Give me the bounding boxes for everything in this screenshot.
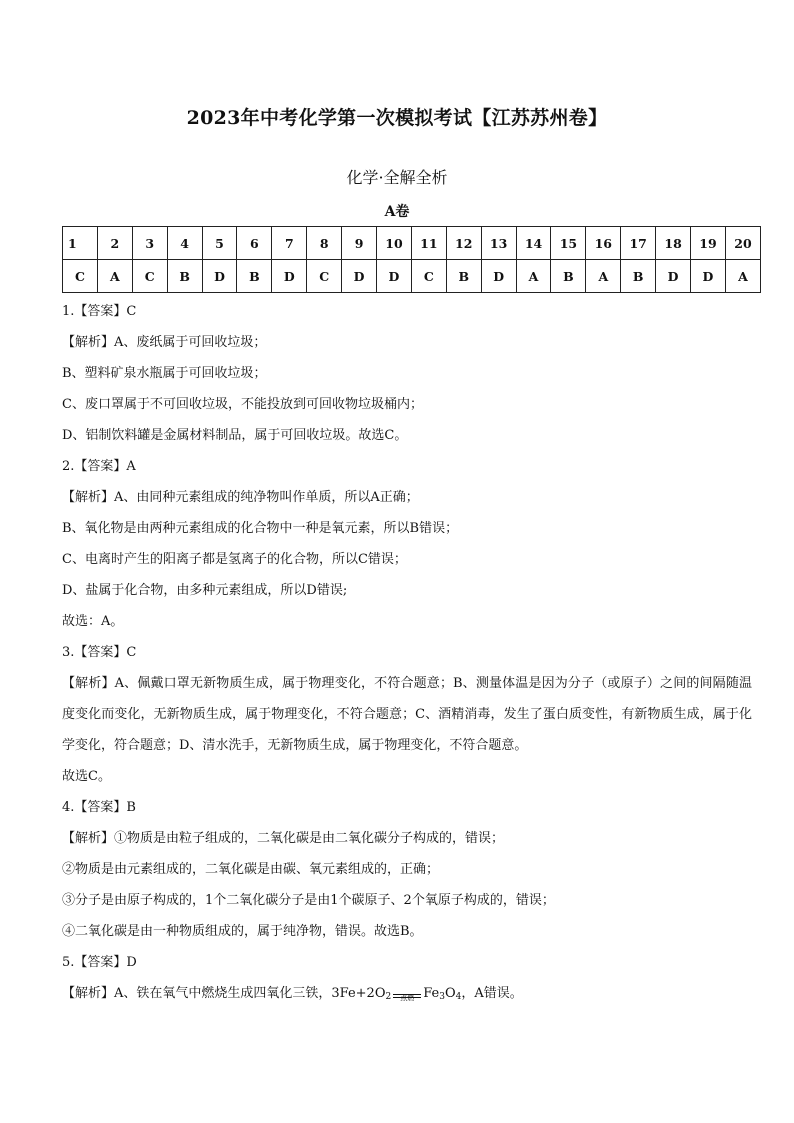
- q4-explanation-line: ②物质是由元素组成的，二氧化碳是由碳、氧元素组成的，正确；: [62, 862, 440, 877]
- answer-cell: A: [97, 260, 132, 293]
- answer-cell: D: [656, 260, 691, 293]
- answer-cell: A: [725, 260, 760, 293]
- answer-cell: C: [132, 260, 167, 293]
- q3-explanation-paragraph: 【解析】A、佩戴口罩无新物质生成，属于物理变化，不符合题意；B、测量体温是因为分子（或原子）之间的间隔随温度变化而变化，无新物质生成，属于物理变化，不符合题意；C、酒精消毒，发生了蛋白质变性，有新物质生成，属于化学变化，符合题意；D、清水洗手，无新物质生成，属于物理变化，不符合题意。: [62, 676, 752, 753]
- answer-cell: B: [446, 260, 481, 293]
- q5-text-before-equation: 【解析】A、铁在氧气中燃烧生成四氧化三铁，3Fe+2O: [62, 986, 386, 1001]
- equals-bar-bottom: [393, 997, 421, 998]
- answer-cell: B: [621, 260, 656, 293]
- reaction-condition-equals: [393, 987, 421, 1001]
- answer-cell: D: [202, 260, 237, 293]
- equation-subscript: 4: [455, 992, 462, 1002]
- q4-explanation-line: ③分子是由原子构成的，1个二氧化碳分子是由1个碳原子、2个氧原子构成的，错误；: [62, 893, 555, 908]
- answer-table: [62, 226, 761, 293]
- answer-cell: B: [237, 260, 272, 293]
- q5-answer-heading: 5.【答案】D: [62, 955, 137, 970]
- question-number-cell: 20: [725, 227, 760, 260]
- question-number-cell: 14: [516, 227, 551, 260]
- q5-text-after-equation: ，A错误。: [461, 986, 523, 1001]
- reaction-condition-label: 点燃: [400, 993, 415, 1002]
- q2-conclusion: 故选：A。: [62, 614, 124, 629]
- question-number-cell: 16: [586, 227, 621, 260]
- section-heading: A卷: [384, 204, 410, 220]
- answer-cell: C: [307, 260, 342, 293]
- q5-explanation-line: [62, 978, 752, 1009]
- question-number-cell: 1: [63, 227, 98, 260]
- q1-explanation-line: 【解析】A、废纸属于可回收垃圾；: [62, 335, 267, 350]
- question-number-cell: 6: [237, 227, 272, 260]
- question-number-cell: 2: [97, 227, 132, 260]
- q2-explanation-line: C、电离时产生的阳离子都是氢离子的化合物，所以C错误；: [62, 552, 407, 567]
- question-number-cell: 10: [377, 227, 412, 260]
- page-subtitle: 化学·全解全析: [346, 168, 448, 187]
- q4-explanation-line: 【解析】①物质是由粒子组成的，二氧化碳是由二氧化碳分子构成的，错误；: [62, 831, 505, 846]
- q1-answer-heading: 1.【答案】C: [62, 304, 137, 319]
- question-number-cell: 17: [621, 227, 656, 260]
- question-number-cell: 15: [551, 227, 586, 260]
- answer-cell: C: [63, 260, 98, 293]
- question-number-cell: 7: [272, 227, 307, 260]
- question-number-cell: 13: [481, 227, 516, 260]
- answer-cell: A: [516, 260, 551, 293]
- q1-explanation-line: D、铝制饮料罐是金属材料制品，属于可回收垃圾。故选C。: [62, 428, 408, 443]
- answer-cell: B: [551, 260, 586, 293]
- equation-subscript: 2: [385, 992, 392, 1002]
- q3-conclusion: 故选C。: [62, 769, 111, 784]
- q3-answer-heading: 3.【答案】C: [62, 645, 137, 660]
- question-number-cell: 9: [342, 227, 377, 260]
- answer-cell: D: [342, 260, 377, 293]
- answer-cell: D: [481, 260, 516, 293]
- q2-answer-heading: 2.【答案】A: [62, 459, 136, 474]
- answer-cell: D: [377, 260, 412, 293]
- question-number-cell: 5: [202, 227, 237, 260]
- answer-cell: B: [167, 260, 202, 293]
- page-title: 2023年中考化学第一次模拟考试【江苏苏州卷】: [186, 107, 608, 129]
- answer-cell: A: [586, 260, 621, 293]
- question-number-cell: 4: [167, 227, 202, 260]
- question-number-cell: 12: [446, 227, 481, 260]
- q1-explanation-line: C、废口罩属于不可回收垃圾，不能投放到可回收物垃圾桶内；: [62, 397, 423, 412]
- answer-cell: D: [691, 260, 726, 293]
- q2-explanation-line: B、氧化物是由两种元素组成的化合物中一种是氧元素，所以B错误；: [62, 521, 459, 536]
- equation-product: Fe: [423, 986, 440, 1001]
- question-number-cell: 19: [691, 227, 726, 260]
- solution-body: [62, 296, 752, 1009]
- question-number-cell: 8: [307, 227, 342, 260]
- answer-cell: C: [411, 260, 446, 293]
- q4-explanation-line: ④二氧化碳是由一种物质组成的，属于纯净物，错误。故选B。: [62, 924, 423, 939]
- answer-table-number-row: [63, 227, 761, 260]
- q1-explanation-line: B、塑料矿泉水瓶属于可回收垃圾；: [62, 366, 267, 381]
- equation-subscript: 3: [439, 992, 445, 1002]
- question-number-cell: 18: [656, 227, 691, 260]
- q2-explanation-line: 【解析】A、由同种元素组成的纯净物叫作单质，所以A正确；: [62, 490, 419, 505]
- q2-explanation-line: D、盐属于化合物，由多种元素组成，所以D错误;: [62, 583, 348, 598]
- q4-answer-heading: 4.【答案】B: [62, 800, 136, 815]
- question-number-cell: 11: [411, 227, 446, 260]
- equals-bar-top: [393, 994, 421, 995]
- equation-product: O: [444, 986, 456, 1001]
- question-number-cell: 3: [132, 227, 167, 260]
- answer-table-answer-row: [63, 260, 761, 293]
- answer-cell: D: [272, 260, 307, 293]
